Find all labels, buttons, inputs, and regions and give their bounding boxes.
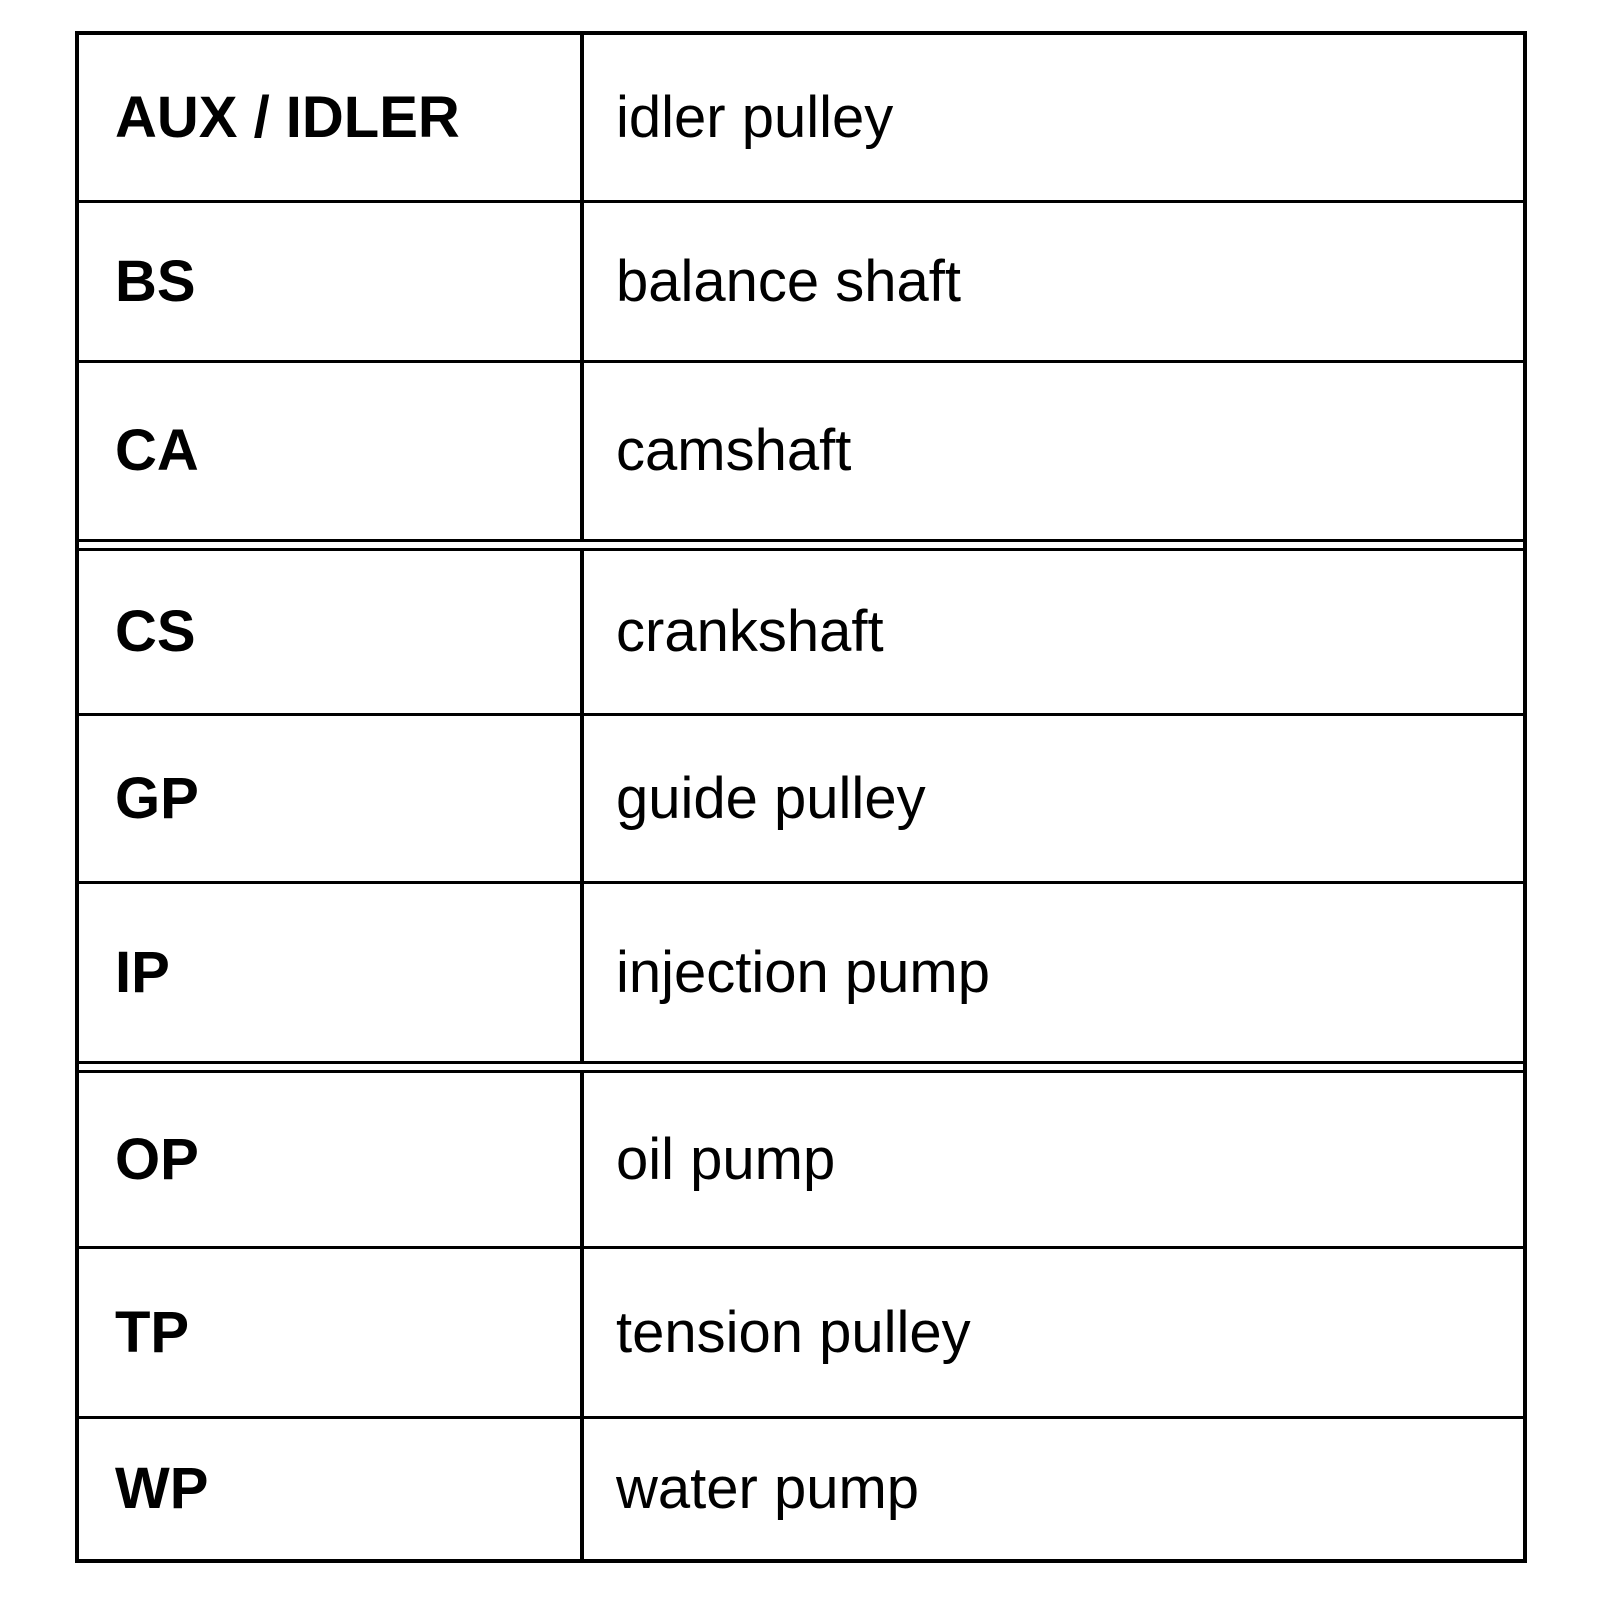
table-row	[79, 1073, 1523, 1249]
meaning-cell: tension pulley	[616, 1299, 971, 1365]
table-row	[79, 1249, 1523, 1419]
abbreviation-cell: CS	[79, 551, 584, 713]
group-divider	[79, 1061, 1523, 1073]
abbreviation-cell: CA	[79, 363, 584, 539]
abbreviation-cell: GP	[79, 716, 584, 881]
meaning-cell: crankshaft	[616, 599, 884, 665]
meaning-cell: balance shaft	[616, 248, 962, 314]
table-row	[79, 716, 1523, 884]
table-row	[79, 551, 1523, 716]
abbreviation-cell: BS	[79, 203, 584, 360]
abbreviation-cell: TP	[79, 1249, 584, 1416]
meaning-cell: oil pump	[616, 1126, 836, 1192]
meaning-cell: water pump	[616, 1456, 920, 1522]
table-row	[79, 884, 1523, 1061]
table-row	[79, 35, 1523, 203]
meaning-cell: camshaft	[616, 418, 852, 484]
abbreviation-cell: WP	[79, 1419, 584, 1559]
table-row	[79, 363, 1523, 539]
abbreviation-legend-table	[75, 31, 1527, 1563]
meaning-cell: guide pulley	[616, 765, 926, 831]
group-divider	[79, 539, 1523, 551]
meaning-cell: injection pump	[616, 939, 990, 1005]
table-row	[79, 1419, 1523, 1559]
abbreviation-cell: IP	[79, 884, 584, 1061]
table-row	[79, 203, 1523, 363]
meaning-cell: idler pulley	[616, 84, 894, 150]
abbreviation-cell: AUX / IDLER	[79, 35, 584, 200]
abbreviation-cell: OP	[79, 1073, 584, 1246]
